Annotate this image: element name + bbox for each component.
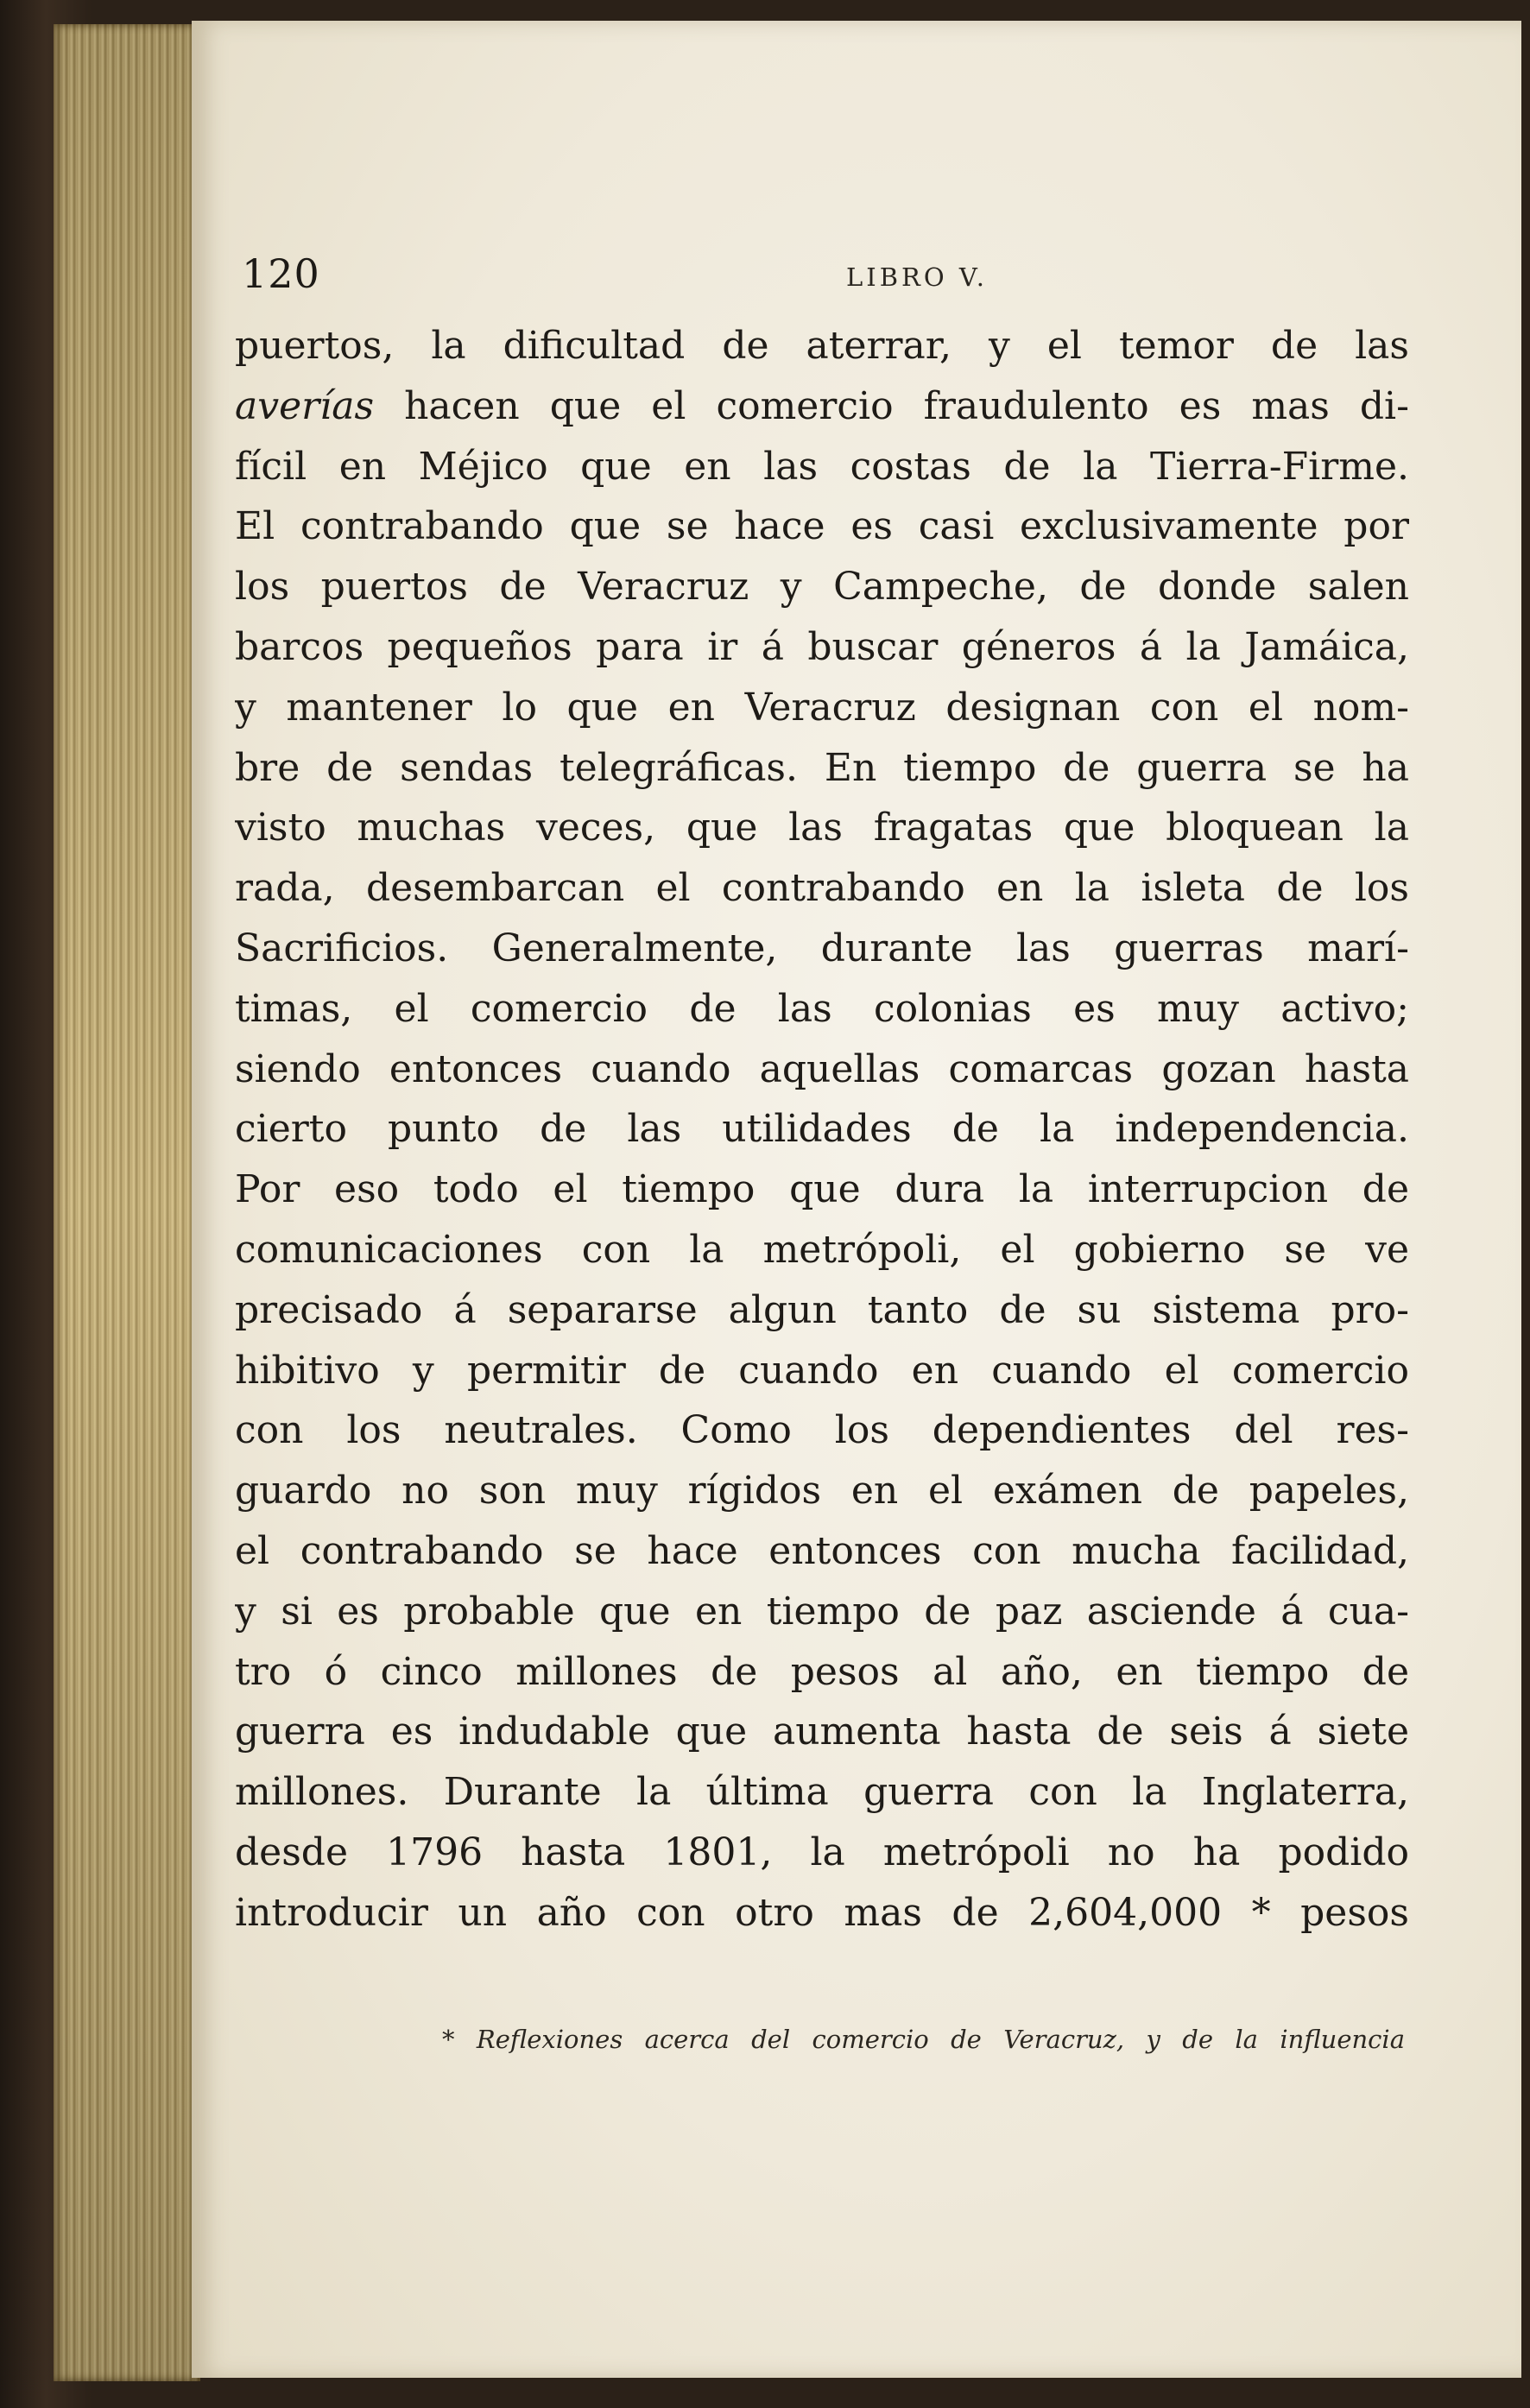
text-line: guardo no son muy rígidos en el exámen de papeles, (235, 1469, 1409, 1514)
footnote: * Reflexiones acerca del comercio de Veracruz, y de la influencia (442, 2025, 1405, 2054)
text-line: cierto punto de las utilidades de la independencia. (235, 1107, 1409, 1152)
text-line-rest: hacen que el comercio fraudulento es mas di- (404, 383, 1409, 428)
text-line: visto muchas veces, que las fragatas que bloquean la (235, 806, 1409, 850)
text-line: y si es probable que en tiempo de paz asciende á cua- (235, 1589, 1409, 1634)
text-line: El contrabando que se hace es casi exclusivamente por (235, 504, 1409, 549)
text-line: introducir un año con otro mas de 2,604,000 * pesos (235, 1890, 1409, 1935)
text-line: bre de sendas telegráficas. En tiempo de guerra se ha (235, 745, 1409, 790)
text-line: millones. Durante la última guerra con la Inglaterra, (235, 1770, 1409, 1815)
text-line (235, 376, 1409, 437)
italic-word: averías (235, 383, 375, 428)
text-line: barcos pequeños para ir á buscar géneros á la Jamáica, (235, 624, 1409, 669)
page-number: 120 (242, 250, 320, 297)
text-line: precisado á separarse algun tanto de su sistema pro- (235, 1287, 1409, 1332)
running-head: LIBRO V. (846, 262, 988, 292)
text-line: rada, desembarcan el contrabando en la isleta de los (235, 866, 1409, 911)
text-line: fícil en Méjico que en las costas de la Tierra-Firme. (235, 444, 1409, 489)
body-text (235, 316, 1409, 1943)
text-line: con los neutrales. Como los dependientes del res- (235, 1408, 1409, 1453)
page-edges (54, 24, 200, 2381)
text-line: Por eso todo el tiempo que dura la interrupcion de (235, 1167, 1409, 1212)
text-line: el contrabando se hace entonces con mucha facilidad, (235, 1528, 1409, 1573)
text-line: tro ó cinco millones de pesos al año, en tiempo de (235, 1649, 1409, 1694)
text-line: hibitivo y permitir de cuando en cuando el comercio (235, 1348, 1409, 1393)
text-line: comunicaciones con la metrópoli, el gobierno se ve (235, 1227, 1409, 1272)
text-line: timas, el comercio de las colonias es muy activo; (235, 986, 1409, 1031)
text-line: siendo entonces cuando aquellas comarcas gozan hasta (235, 1046, 1409, 1091)
text-line: los puertos de Veracruz y Campeche, de donde salen (235, 565, 1409, 610)
text-line: guerra es indudable que aumenta hasta de seis á siete (235, 1710, 1409, 1754)
text-line: y mantener lo que en Veracruz designan con el nom- (235, 685, 1409, 730)
text-line: Sacrificios. Generalmente, durante las guerras marí- (235, 926, 1409, 970)
page-header (242, 250, 1403, 302)
text-line: puertos, la dificultad de aterrar, y el temor de las (235, 324, 1409, 368)
text-line: desde 1796 hasta 1801, la metrópoli no ha podido (235, 1830, 1409, 1874)
